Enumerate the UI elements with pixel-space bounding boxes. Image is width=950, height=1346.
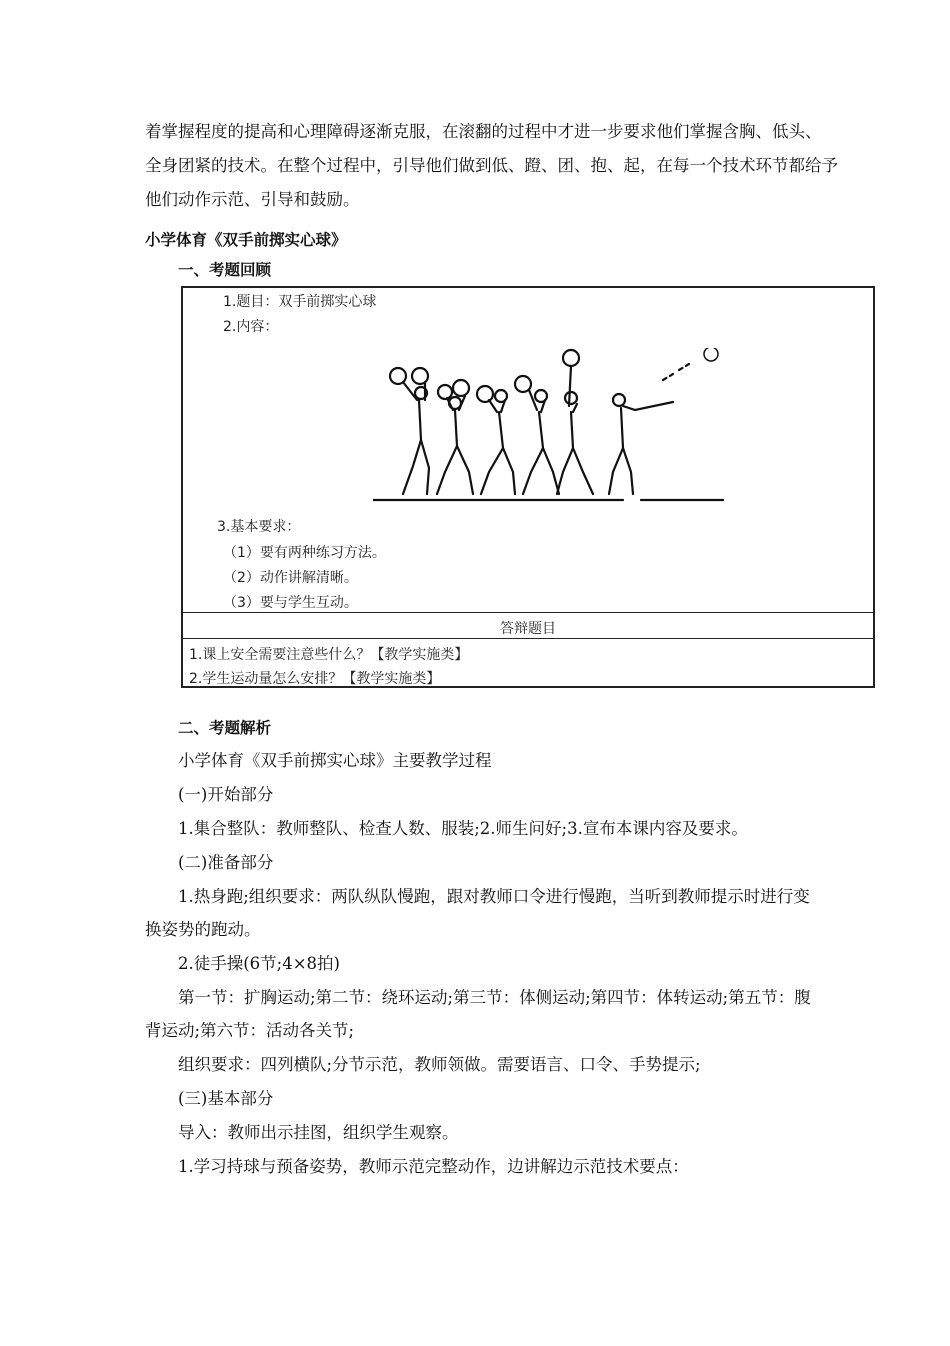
intro-line-2: 全身团紧的技术。在整个过程中，引导他们做到低、蹬、团、抱、起，在每一个技术环节都给予 bbox=[145, 156, 838, 175]
exam-topic: 1.题目：双手前掷实心球 bbox=[223, 294, 377, 310]
body-line: 换姿势的跑动。 bbox=[145, 920, 261, 939]
body-line: (一)开始部分 bbox=[178, 785, 274, 804]
exam-review-box bbox=[181, 286, 875, 688]
body-line: 第一节：扩胸运动;第二节：绕环运动;第三节：体侧运动;第四节：体转运动;第五节：腹 bbox=[178, 988, 811, 1007]
body-line: 2.徒手操(6节;4×8拍) bbox=[178, 954, 340, 973]
requirement-1: （1）要有两种练习方法。 bbox=[223, 545, 386, 561]
body-line: 1.热身跑;组织要求：两队纵队慢跑，跟对教师口令进行慢跑，当听到教师提示时进行变 bbox=[178, 887, 810, 906]
requirement-3: （3）要与学生互动。 bbox=[223, 595, 358, 611]
section-1-title: 一、考题回顾 bbox=[178, 261, 272, 279]
body-line: (三)基本部分 bbox=[178, 1089, 274, 1108]
defense-question-1: 1.课上安全需要注意些什么？【教学实施类】 bbox=[189, 647, 469, 663]
defense-question-2: 2.学生运动量怎么安排？【教学实施类】 bbox=[189, 671, 441, 687]
intro-line-3: 他们动作示范、引导和鼓励。 bbox=[145, 190, 360, 209]
course-title: 小学体育《双手前掷实心球》 bbox=[145, 231, 347, 249]
body-line: 组织要求：四列横队;分节示范，教师领做。需要语言、口令、手势提示; bbox=[178, 1055, 701, 1074]
body-line: 小学体育《双手前掷实心球》主要教学过程 bbox=[178, 751, 492, 770]
intro-line-1: 着掌握程度的提高和心理障碍逐渐克服，在滚翻的过程中才进一步要求他们掌握含胸、低头、 bbox=[145, 122, 822, 141]
body-line: 1.集合整队：教师整队、检查人数、服装;2.师生问好;3.宣布本课内容及要求。 bbox=[178, 819, 748, 838]
body-line: 导入：教师出示挂图，组织学生观察。 bbox=[178, 1123, 459, 1142]
body-line: 背运动;第六节：活动各关节; bbox=[145, 1021, 355, 1040]
divider bbox=[183, 612, 873, 613]
section-2-title: 二、考题解析 bbox=[178, 719, 272, 737]
divider bbox=[183, 638, 873, 639]
body-line: 1.学习持球与预备姿势，教师示范完整动作，边讲解边示范技术要点： bbox=[178, 1157, 689, 1176]
defense-header: 答辩题目 bbox=[500, 621, 556, 637]
exam-content-label: 2.内容： bbox=[223, 319, 279, 335]
requirements-title: 3.基本要求： bbox=[217, 519, 301, 535]
throw-sequence-figure bbox=[373, 348, 733, 508]
body-line: (二)准备部分 bbox=[178, 853, 274, 872]
requirement-2: （2）动作讲解清晰。 bbox=[223, 570, 358, 586]
